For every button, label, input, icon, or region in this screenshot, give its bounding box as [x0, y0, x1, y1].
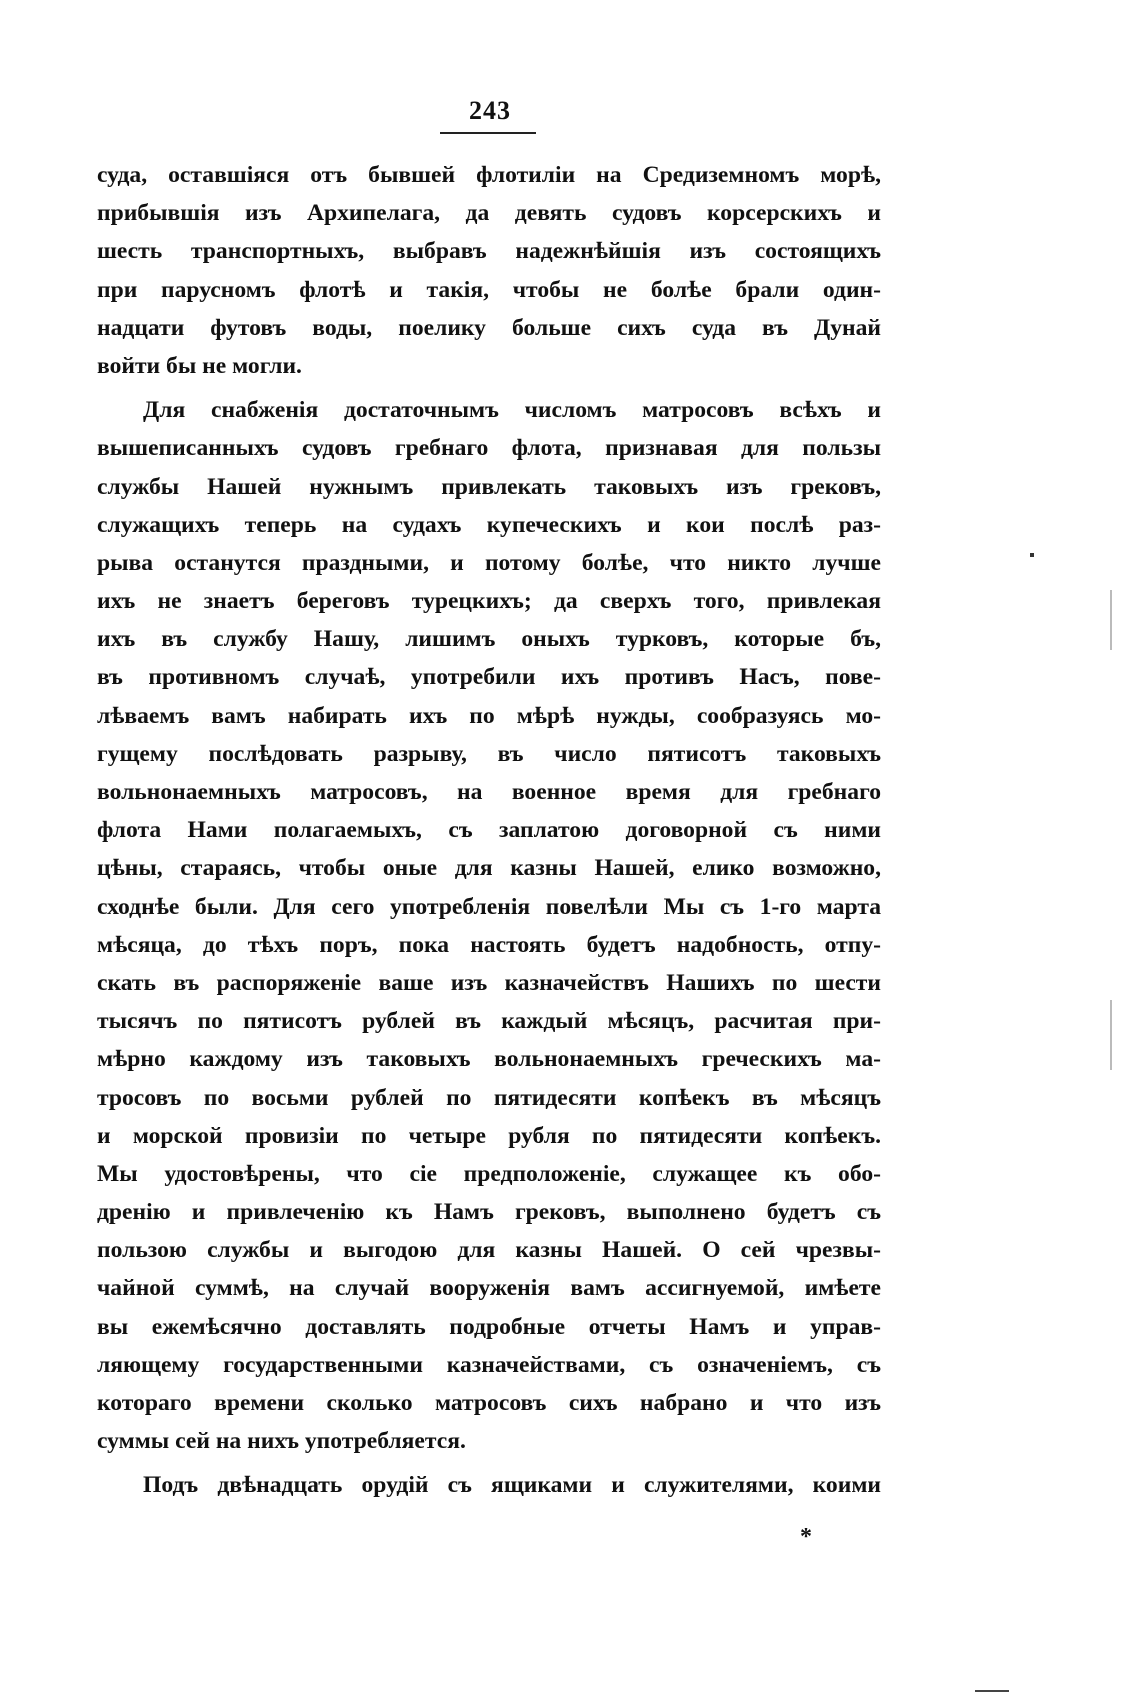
margin-speck: [1030, 553, 1034, 557]
edge-mark: [1110, 590, 1112, 650]
text-line: Для снабженія достаточнымъ числомъ матросовъ всѣхъ и: [143, 397, 881, 424]
paragraph-1: [97, 156, 881, 385]
footnote-mark: *: [800, 1524, 812, 1550]
text-line: при парусномъ флотѣ и такія, чтобы не болѣе брали один-: [97, 276, 881, 303]
text-line: мѣсяца, до тѣхъ поръ, пока настоять будетъ надобность, отпу-: [97, 931, 881, 958]
text-line: суда, оставшіяся отъ бывшей флотиліи на Средиземномъ морѣ,: [97, 162, 881, 188]
text-line: флота Нами полагаемыхъ, съ заплатою договорной съ ними: [97, 817, 881, 844]
text-line: пользою службы и выгодою для казны Нашей. О сей чрезвы-: [97, 1237, 881, 1264]
text-line: чайной суммѣ, на случай вооруженія вамъ ассигнуемой, имѣете: [97, 1275, 881, 1302]
text-line: сходнѣе были. Для сего употребленія повелѣли Мы съ 1-го марта: [97, 893, 881, 920]
text-line: Подъ двѣнадцать орудій съ ящиками и служителями, коими: [143, 1472, 881, 1499]
text-line: мѣрно каждому изъ таковыхъ вольнонаемныхъ греческихъ ма-: [97, 1046, 881, 1073]
text-line: лѣваемъ вамъ набирать ихъ по мѣрѣ нужды, сообразуясь мо-: [97, 702, 881, 729]
paragraph-3: [97, 1466, 881, 1504]
text-line: въ противномъ случаѣ, употребили ихъ противъ Насъ, пове-: [97, 664, 881, 691]
text-line: прибывшія изъ Архипелага, да девять судовъ корсерскихъ и: [97, 200, 881, 227]
page-number-rule: [440, 132, 536, 134]
text-line: суммы сей на нихъ употребляется.: [97, 1428, 466, 1455]
edge-mark: [1110, 1000, 1112, 1070]
text-line: тросовъ по восьми рублей по пятидесяти копѣекъ въ мѣсяцъ: [97, 1084, 881, 1111]
bottom-mark: [975, 1690, 1009, 1692]
text-line: надцати футовъ воды, поелику больше сихъ суда въ Дунай: [97, 314, 881, 341]
text-line: вышеписанныхъ судовъ гребнаго флота, признавая для пользы: [97, 435, 881, 462]
text-line: рыва останутся праздными, и потому болѣе, что никто лучше: [97, 549, 881, 576]
text-line: вы ежемѣсячно доставлять подробные отчеты Намъ и управ-: [97, 1313, 881, 1340]
text-line: скать въ распоряженіе ваше изъ казначействъ Нашихъ по шести: [97, 969, 881, 996]
text-line: и морской провизіи по четыре рубля по пятидесяти копѣекъ.: [97, 1122, 881, 1149]
text-line: войти бы не могли.: [97, 352, 302, 379]
text-line: ляющему государственными казначействами, съ означеніемъ, съ: [97, 1351, 881, 1378]
page-number: 243: [469, 96, 511, 125]
body-text: [97, 156, 881, 1505]
text-line: котораго времени сколько матросовъ сихъ набрано и что изъ: [97, 1390, 881, 1416]
paragraph-2: [97, 391, 881, 1460]
text-line: вольнонаемныхъ матросовъ, на военное время для гребнаго: [97, 779, 881, 805]
text-line: ихъ не знаетъ береговъ турецкихъ; да сверхъ того, привлекая: [97, 588, 881, 615]
text-line: службы Нашей нужнымъ привлекать таковыхъ изъ грековъ,: [97, 473, 881, 500]
text-line: шесть транспортныхъ, выбравъ надежнѣйшія изъ состоящихъ: [97, 238, 881, 265]
text-line: гущему послѣдовать разрыву, въ число пятисотъ таковыхъ: [97, 740, 881, 767]
text-line: дренію и привлеченію къ Намъ грековъ, выполнено будетъ съ: [97, 1199, 881, 1226]
text-line: тысячъ по пятисотъ рублей въ каждый мѣсяцъ, расчитая при-: [97, 1008, 881, 1035]
text-line: Мы удостовѣрены, что сіе предположеніе, служащее къ обо-: [97, 1160, 881, 1187]
text-line: ихъ въ службу Нашу, лишимъ оныхъ турковъ, которые бъ,: [97, 626, 881, 653]
text-line: служащихъ теперь на судахъ купеческихъ и кои послѣ раз-: [97, 511, 881, 538]
text-line: цѣны, стараясь, чтобы оные для казны Нашей, елико возможно,: [97, 855, 881, 882]
